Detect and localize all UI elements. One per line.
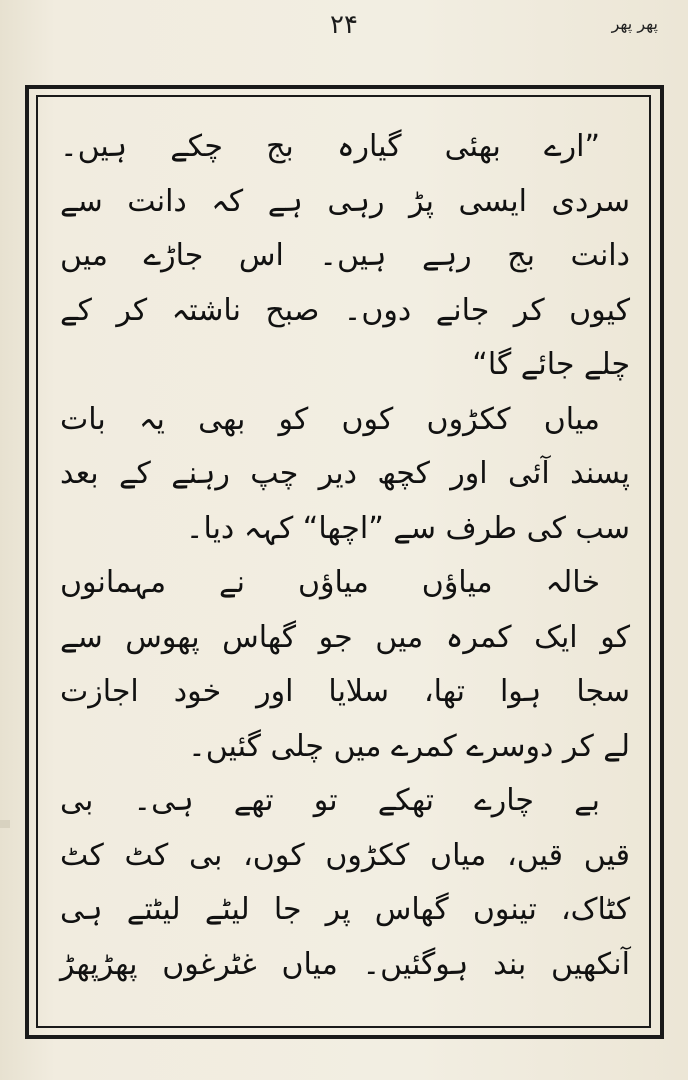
text-line-4: کیوں کر جانے دوں۔ صبح ناشتہ کر کے <box>60 292 630 328</box>
text-line-12: لے کر دوسرے کمرے میں چلی گئیں۔ <box>188 728 630 764</box>
story-text <box>60 120 630 1020</box>
text-line-16: آنکھیں بند ہوگئیں۔ میاں غٹرغوں پھڑپھڑ <box>60 946 630 982</box>
text-line-8: سب کی طرف سے ”اچھا“ کہہ دیا۔ <box>185 510 630 546</box>
text-line-3: دانت بج رہے ہیں۔ اس جاڑے میں <box>60 238 630 273</box>
text-line-2: سردی ایسی پڑ رہی ہے کہ دانت سے <box>60 183 630 219</box>
text-line-10: کو ایک کمرہ میں جو گھاس پھوس سے <box>60 619 630 655</box>
text-line-13: بے چارے تھکے تو تھے ہی۔ بی <box>60 783 600 818</box>
text-line-7: پسند آئی اور کچھ دیر چپ رہنے کے بعد <box>60 456 630 491</box>
text-line-15: کٹاک، تینوں گھاس پر جا لیٹے لیٹتے ہی <box>60 892 630 927</box>
page-number: ۲۴ <box>330 10 358 40</box>
text-line-9: خالہ میاؤں میاؤں نے مہمانوں <box>60 565 600 600</box>
text-line-1: ”ارے بھئی گیارہ بج چکے ہیں۔ <box>60 129 600 164</box>
running-head: پھر پھر <box>611 14 658 33</box>
page-edge-mark <box>0 820 10 828</box>
text-line-14: قیں قیں، میاں ککڑوں کوں، بی کٹ کٹ <box>60 837 630 873</box>
text-line-6: میاں ککڑوں کوں کو بھی یہ بات <box>60 401 600 437</box>
text-line-5: چلے جائے گا“ <box>472 347 630 382</box>
text-line-11: سجا ہوا تھا، سلایا اور خود اجازت <box>60 674 630 709</box>
